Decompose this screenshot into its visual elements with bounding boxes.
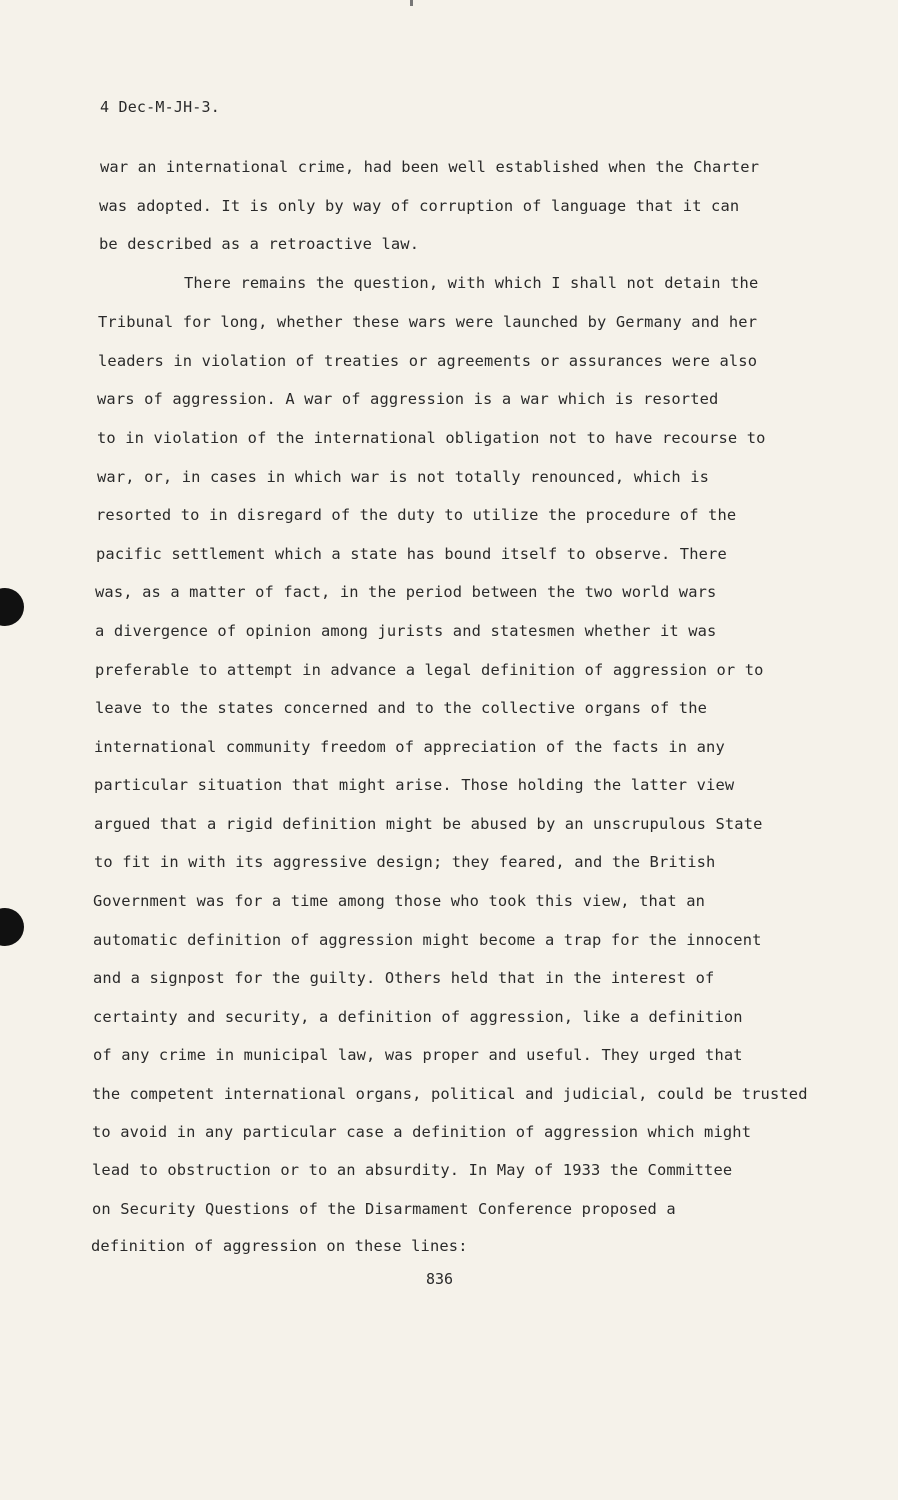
text-line: war, or, in cases in which war is not totally renounced, which is [97,468,710,486]
text-line: automatic definition of aggression might become a trap for the innocent [93,931,762,949]
text-line: leaders in violation of treaties or agreements or assurances were also [98,352,758,370]
punch-hole-lower [0,908,24,946]
text-line: the competent international organs, political and judicial, could be trusted [92,1085,808,1103]
text-line: pacific settlement which a state has bound itself to observe. There [96,545,727,563]
text-line: was adopted. It is only by way of corruption of language that it can [99,197,740,215]
text-line: of any crime in municipal law, was proper and useful. They urged that [93,1046,743,1064]
text-line: Tribunal for long, whether these wars were launched by Germany and her [98,313,758,331]
text-line: Government was for a time among those who took this view, that an [93,892,706,910]
text-line: argued that a rigid definition might be abused by an unscrupulous State [94,815,763,833]
document-reference-header: 4 Dec-M-JH-3. [100,98,220,116]
punch-hole-upper [0,588,24,626]
text-line: certainty and security, a definition of aggression, like a definition [93,1008,743,1026]
text-line: preferable to attempt in advance a legal definition of aggression or to [95,661,764,679]
text-line: to avoid in any particular case a definition of aggression which might [92,1123,752,1141]
text-line: definition of aggression on these lines: [91,1237,468,1255]
text-line: to fit in with its aggressive design; they feared, and the British [94,853,716,871]
text-line: leave to the states concerned and to the collective organs of the [95,699,708,717]
text-line: a divergence of opinion among jurists and statesmen whether it was [95,622,717,640]
page-number: 836 [426,1270,454,1288]
text-line: and a signpost for the guilty. Others held that in the interest of [93,969,715,987]
text-line: war an international crime, had been well established when the Charter [100,158,760,176]
text-line: lead to obstruction or to an absurdity. In May of 1933 the Committee [92,1161,733,1179]
text-line: resorted to in disregard of the duty to utilize the procedure of the [96,506,737,524]
text-line: international community freedom of appreciation of the facts in any [94,738,725,756]
text-line: be described as a retroactive law. [99,235,420,253]
text-line: wars of aggression. A war of aggression is a war which is resorted [97,390,719,408]
text-line: on Security Questions of the Disarmament Conference proposed a [92,1200,676,1218]
text-line: to in violation of the international obligation not to have recourse to [97,429,766,447]
text-line: particular situation that might arise. Those holding the latter view [94,776,735,794]
text-line: There remains the question, with which I shall not detain the [184,274,759,292]
top-edge-mark [410,0,413,6]
text-line: was, as a matter of fact, in the period between the two world wars [95,583,717,601]
